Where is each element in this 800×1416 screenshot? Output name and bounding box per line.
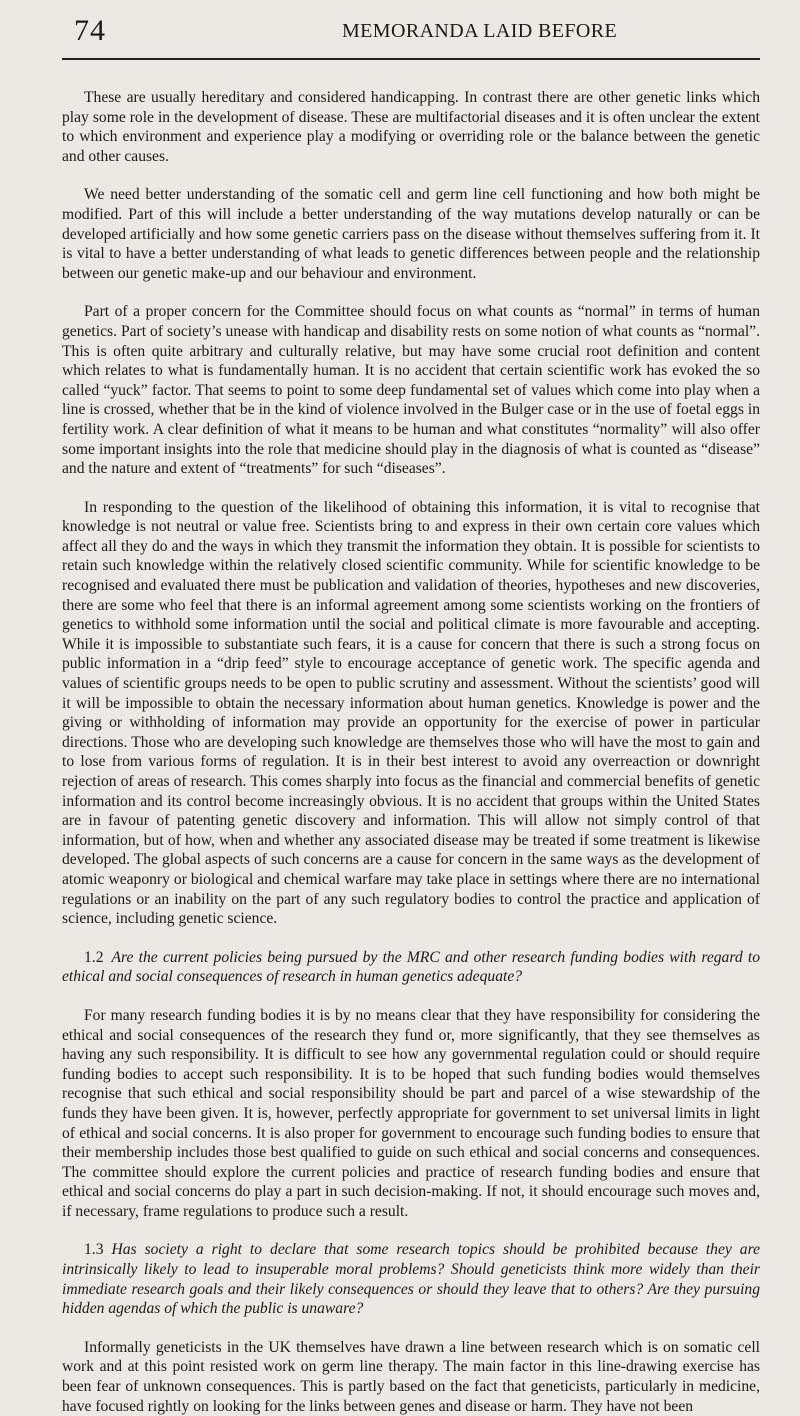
paragraph-somatic-cell: We need better understanding of the somatic cell and germ line cell functioning and how both might be modified. Part of this will include a better understanding of the way mutations develop naturally or can be developed artificially and how some genetic carriers pass on the disease without themselves suffering from it. It is vital to have a better understanding of what leads to genetic differences between people and the relationship between our genetic make-up and our behaviour and environment.: [62, 186, 760, 282]
page-number: 74: [74, 14, 106, 47]
question-number: 1.2: [84, 948, 104, 966]
question-1-3: [62, 1240, 760, 1318]
running-title: MEMORANDA LAID BEFORE: [342, 20, 618, 42]
question-1-2: [62, 948, 760, 987]
body-text: [62, 88, 760, 1416]
paragraph-knowledge: In responding to the question of the likelihood of obtaining this information, it is vital to recognise that knowledge is not neutral or value free. Scientists bring to and express in their own certain core values which affect all they do and the ways in which they transmit the information they obtain. It is possible for scientists to retain such knowledge within the relatively closed scientific community. While for scientific knowledge to be recognised and evaluated there must be publication and validation of theories, hypotheses and new discoveries, there are some who feel that there is an informal agreement among some scientists working on the frontiers of genetics to withhold some information until the social and political climate is more favourable and accepting. While it is impossible to substantiate such fears, it is a cause for concern that there is such a strong focus on public information in a “drip feed” style to encourage acceptance of genetic work. The specific agenda and values of scientific groups needs to be open to public scrutiny and assessment. Without the scientists’ good will it will be impossible to obtain the necessary information about human genetics. Knowledge is power and the giving or withholding of information may provide an opportunity for the exercise of power in particular directions. Those who are developing such knowledge are themselves those who will have the most to gain and to lose from various forms of regulation. It is in their best interest to avoid any overreaction or downright rejection of areas of research. This comes sharply into focus as the financial and commercial benefits of genetic information and its control become increasingly obvious. It is no accident that groups within the United States are in favour of patenting genetic discovery and information. This will allow not simply control of that information, but of how, when and whether any associated disease may be treated if some treatment is likewise developed. The global aspects of such concerns are a cause for concern in the same ways as the development of atomic weaponry or biological and chemical warfare may take place in settings where there are no international regulations or an inability on the part of any such regulatory bodies to control the practice and application of science, including genetic science.: [62, 498, 760, 928]
question-text: Are the current policies being pursued by the MRC and other research funding bodies with regard to ethical and social consequences of research in human genetics adequate?: [62, 948, 760, 986]
question-number: 1.3: [84, 1241, 104, 1259]
paragraph-funding-bodies: For many research funding bodies it is by no means clear that they have responsibility for considering the ethical and social consequences of the research they fund or, more significantly, that they see themselves as having any such responsibility. It is difficult to see how any governmental regulation could or should require funding bodies to accept such responsibility. It is to be hoped that such funding bodies would themselves recognise that such ethical and social responsibility should be part and parcel of a wise stewardship of the funds they have been given. It is, however, perfectly appropriate for government to set universal limits in light of ethical and social concerns. It is also proper for government to encourage such funding bodies to ensure that their membership includes those best qualified to guide on such ethical and social concerns and consequences. The committee should explore the current policies and practice of research funding bodies and ensure that ethical and social concerns do play a part in such decision-making. If not, it should encourage such moves and, if necessary, frame regulations to produce such a result.: [62, 1006, 760, 1220]
question-text: Has society a right to declare that some research topics should be prohibited because they are intrinsically likely to lead to insuperable moral problems? Should geneticists think more widely than their immediate research goals and their likely consequences or should they leave that to others? Are they pursuing hidden agendas of which the public is unaware?: [62, 1241, 760, 1318]
paragraph-germ-line: Informally geneticists in the UK themselves have drawn a line between research which is on somatic cell work and at this point resisted work on germ line therapy. The main factor in this line-drawing exercise has been fear of unknown consequences. This is partly based on the fact that geneticists, particularly in medicine, have focused rightly on looking for the links between genes and disease or harm. They have not been: [62, 1338, 760, 1415]
paragraph-normal: Part of a proper concern for the Committee should focus on what counts as “normal” in terms of human genetics. Part of society’s unease with handicap and disability rests on some notion of what counts as “normal”. This is often quite arbitrary and culturally relative, but may have some crucial root definition and content which relates to what is fundamentally human. It is no accident that certain scientific work has evoked the so called “yuck” factor. That seems to point to some deep fundamental set of values which come into play when a line is crossed, whether that be in the kind of violence involved in the Bulger case or in the use of foetal eggs in fertility work. A clear definition of what it means to be human and what constitutes “normality” will also offer some important insights into the role that medicine should play in the diagnosis of what is counted as “disease” and the nature and extent of “treatments” for such “diseases”.: [62, 303, 760, 478]
paragraph-hereditary: These are usually hereditary and considered handicapping. In contrast there are other genetic links which play some role in the development of disease. These are multifactorial diseases and it is often unclear the extent to which environment and experience play a modifying or overriding role or the balance between the genetic and other causes.: [62, 89, 760, 165]
running-head: [62, 0, 760, 60]
